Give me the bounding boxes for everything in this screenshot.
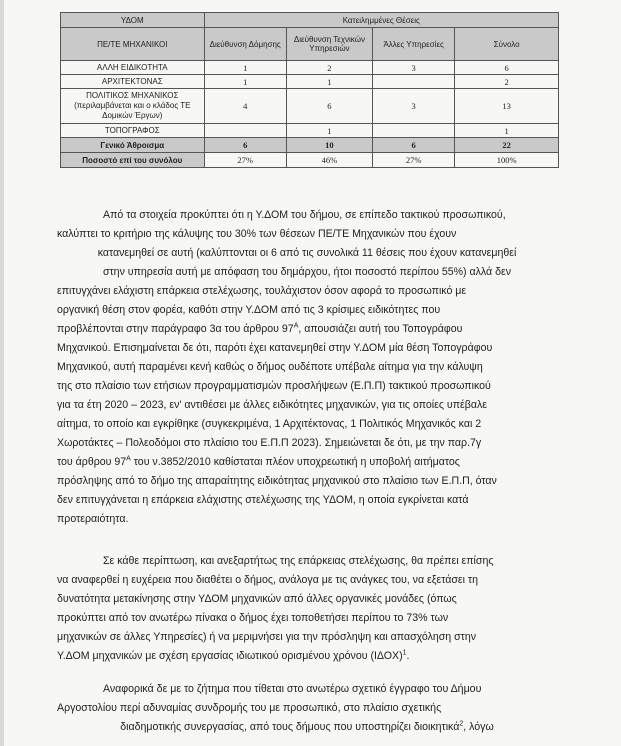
text-line: στην υπηρεσία αυτή με απόφαση του δημάρχου, ήτοι ποσοστό περίπου 55%) αλλά δεν <box>102 266 512 278</box>
total-cell: 10 <box>286 138 372 153</box>
column-header: Άλλες Υπηρεσίες <box>373 28 455 61</box>
column-header: Διεύθυνση Δόμησης <box>204 28 286 61</box>
table-cell: 3 <box>373 61 455 75</box>
table-header-row-2 <box>61 28 559 61</box>
table-row <box>61 61 559 75</box>
text-line: καλύπτει το κριτήριο της κάλυψης του 30% των θέσεων ΠΕ/ΤΕ Μηχανικών που έχουν <box>57 228 457 240</box>
footnote-marker: 2 <box>459 720 464 728</box>
table-cell <box>373 75 455 89</box>
text-line: Χωροτάκτες – Πολεοδόμοι στο πλαίσιο του Ε.Π.Π 2023). Σημειώνεται δε ότι, με την παρ.7γ <box>57 437 482 449</box>
staffing-table <box>60 12 559 168</box>
column-header: Σύνολο <box>455 28 559 61</box>
total-cell: 22 <box>455 138 559 153</box>
text-span: Υ.ΔΟΜ μηχανικών με σχέση εργασίας ιδιωτικού ορισμένου χρόνου (ΙΔΟΧ) <box>57 650 403 662</box>
superscript: Α <box>126 455 131 463</box>
table-cell <box>204 124 286 138</box>
percent-cell: 27% <box>373 153 455 168</box>
total-cell: 6 <box>373 138 455 153</box>
text-line: αίτημα, το οποίο και εγκρίθηκε (συγκεκριμένα, 1 Αρχιτέκτονας, 1 Πολιτικός Μηχανικός και 2 <box>57 418 482 430</box>
row-label: ΑΡΧΙΤΕΚΤΟΝΑΣ <box>61 75 205 89</box>
text-span: . <box>406 650 410 662</box>
table-row <box>61 75 559 89</box>
header-engineers: ΠΕ/ΤΕ ΜΗΧΑΝΙΚΟΙ <box>61 28 205 61</box>
text-span: προβλέπονται στην παράγραφο 3α του άρθρου 97 <box>57 323 294 335</box>
text-line <box>57 453 557 472</box>
text-line: μηχανικών σε άλλες Υπηρεσίες) ή να μεριμνήσει για την πρόσληψη και απασχόληση στην <box>57 631 477 643</box>
text-line <box>57 718 557 737</box>
table-cell: 3 <box>373 89 455 124</box>
table-cell: 2 <box>286 61 372 75</box>
percent-cell: 27% <box>204 153 286 168</box>
text-line <box>57 647 557 666</box>
text-span: , απουσιάζει αυτή του Τοπογράφου <box>298 323 463 335</box>
row-label: ΤΟΠΟΓΡΑΦΟΣ <box>61 124 205 138</box>
text-span: , λόγω <box>463 721 494 733</box>
text-line: δυνατότητα μετακίνησης στην ΥΔΟΜ μηχανικών από άλλες οργανικές μονάδες (όπως <box>57 593 457 605</box>
text-line: Αργοστολίου περί αδυναμίας συνδρομής του με προσωπικό, στο πλαίσιο σχετικής <box>57 702 442 714</box>
text-line: Μηχανικού, αυτή παραμένει κενή καθώς ο δήμος ουδέποτε υπέβαλε αίτημα για την κάλυψη <box>57 361 483 373</box>
total-row <box>61 138 559 153</box>
text-line: Μηχανικού. Επισημαίνεται δε ότι, παρότι έχει κατανεμηθεί στην Υ.ΔΟΜ μία θέση Τοπογράφου <box>57 342 493 354</box>
percent-cell: 46% <box>286 153 372 168</box>
header-ydom: ΥΔΟΜ <box>61 13 205 28</box>
text-span: του ν.3852/2010 καθίσταται πλέον υποχρεωτική η υποβολή αιτήματος <box>130 456 460 468</box>
text-line: της στο πλαίσιο των ετήσιων προγραμματισμών προσλήψεων (Ε.Π.Π) τακτικού προσωπικού <box>57 380 491 392</box>
scan-edge <box>0 0 4 746</box>
paragraph-3 <box>57 680 557 737</box>
text-span: διαδημοτικής συνεργασίας, από τους δήμους που υποστηρίζει διοικητικά <box>120 721 460 733</box>
paragraph-1 <box>57 206 557 529</box>
percent-row <box>61 153 559 168</box>
table-row <box>61 89 559 124</box>
total-cell: 6 <box>204 138 286 153</box>
table-cell: 1 <box>286 75 372 89</box>
row-label: ΠΟΛΙΤΙΚΟΣ ΜΗΧΑΝΙΚΟΣ (περιλαμβάνεται και ο κλάδος ΤΕ Δομικών Έργων) <box>61 89 205 124</box>
table-cell: 1 <box>204 75 286 89</box>
table-cell: 6 <box>455 61 559 75</box>
header-occupied-positions: Κατειλημμένες Θέσεις <box>204 13 558 28</box>
text-line <box>57 320 557 339</box>
text-line: προκύπτει από τον ανωτέρω πίνακα ο δήμος έχει τοποθετήσει περίπου το 73% των <box>57 612 449 624</box>
percent-cell: 100% <box>455 153 559 168</box>
text-line: οργανική θέση στον φορέα, καθότι στην Υ.ΔΟΜ από τις 3 κρίσιμες ειδικότητες που <box>57 304 441 316</box>
paragraph-2 <box>57 552 557 666</box>
text-line: να αναφερθεί η ευχέρεια που διαθέτει ο δήμος, ανάλογα με τις ανάγκες του, να εξετάσει τη <box>57 574 478 586</box>
text-span: του άρθρου 97 <box>57 456 127 468</box>
text-line: προτεραιότητα. <box>57 513 129 525</box>
text-line: επιτυγχάνει ελάχιστη επάρκεια στελέχωσης, τουλάχιστον όσον αφορά το προσωπικό με <box>57 285 467 297</box>
row-label: ΑΛΛΗ ΕΙΔΙΚΟΤΗΤΑ <box>61 61 205 75</box>
total-label: Γενικό Άθροισμα <box>61 138 205 153</box>
text-line: δεν επιτυγχάνεται η επάρκεια ελάχιστης στελέχωσης της ΥΔΟΜ, η οποία εγκρίνεται κατά <box>57 494 469 506</box>
table-row <box>61 124 559 138</box>
table-cell: 1 <box>455 124 559 138</box>
table-cell: 2 <box>455 75 559 89</box>
text-line: κατανεμηθεί σε αυτή (καλύπτονται οι 6 από τις συνολικά 11 θέσεις που έχουν κατανεμηθεί <box>97 247 517 259</box>
table-cell: 1 <box>286 124 372 138</box>
superscript: Α <box>293 322 299 330</box>
table-header-row-1 <box>61 13 559 28</box>
text-line: για τα έτη 2020 – 2023, εν' αντιθέσει με άλλες ειδικότητες μηχανικών, για τις οποίες υπέβαλε <box>57 399 487 411</box>
percent-label: Ποσοστό επί του συνόλου <box>61 153 205 168</box>
text-line: Από τα στοιχεία προκύπτει ότι η Υ.ΔΟΜ του δήμου, σε επίπεδο τακτικού προσωπικού, <box>103 209 506 221</box>
table-cell: 1 <box>204 61 286 75</box>
table-cell <box>373 124 455 138</box>
text-line: Αναφορικά δε με το ζήτημα που τίθεται στο ανωτέρω σχετικό έγγραφο του Δήμου <box>103 683 482 695</box>
column-header: Διεύθυνση Τεχνικών Υπηρεσιών <box>286 28 372 61</box>
text-line: πρόσληψης από το δήμο της απαραίτητης ειδικότητας μηχανικού στο πλαίσιο των Ε.Π.Π, όταν <box>57 475 497 487</box>
table-cell: 4 <box>204 89 286 124</box>
table-cell: 6 <box>286 89 372 124</box>
table-cell: 13 <box>455 89 559 124</box>
footnote-marker: 1 <box>402 649 407 657</box>
text-line: Σε κάθε περίπτωση, και ανεξαρτήτως της επάρκειας στελέχωσης, θα πρέπει επίσης <box>103 555 494 567</box>
